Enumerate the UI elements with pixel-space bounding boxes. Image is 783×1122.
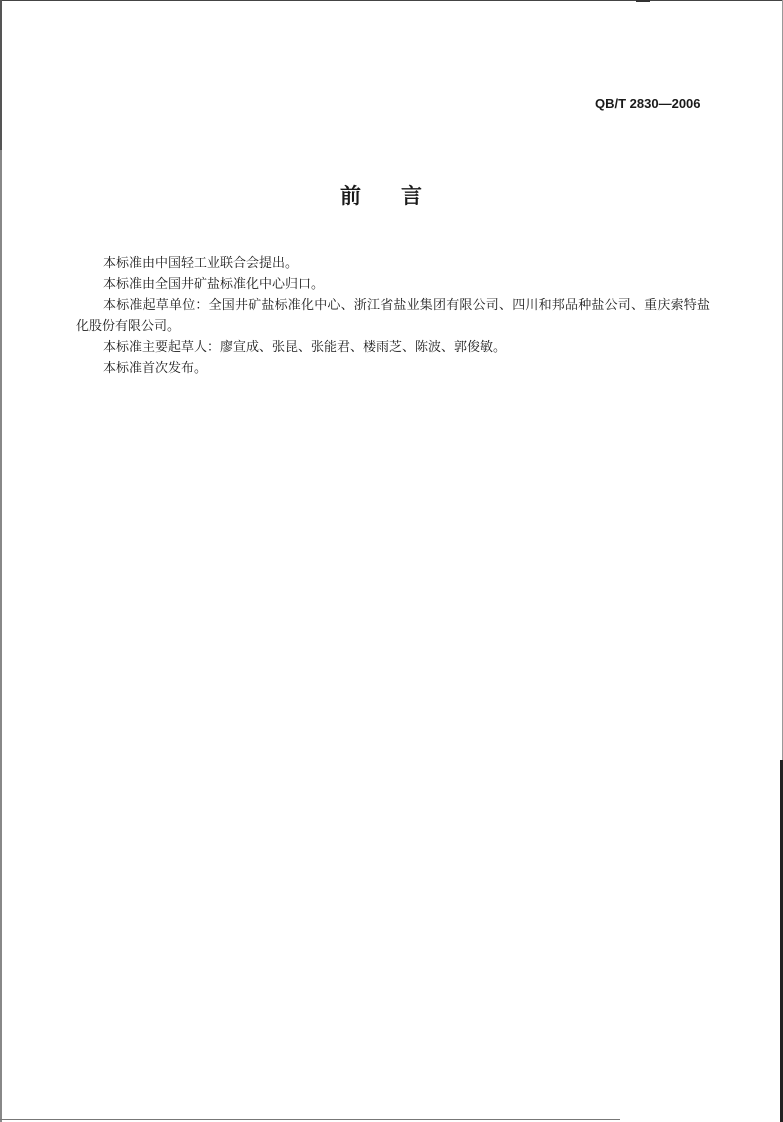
- standard-number: QB/T 2830—2006: [595, 96, 701, 111]
- foreword-body: [76, 253, 710, 379]
- paragraph-first-release: 本标准首次发布。: [103, 361, 208, 376]
- paragraph-proposer: 本标准由中国轻工业联合会提出。: [103, 256, 299, 271]
- scan-mark-top: [636, 0, 650, 2]
- paragraph-drafters: 本标准主要起草人：廖宣成、张昆、张能君、楼雨芝、陈波、郭俊敏。: [103, 340, 507, 355]
- scan-edge-left: [0, 0, 2, 1122]
- paragraph-drafting-units: 本标准起草单位：全国井矿盐标准化中心、浙江省盐业集团有限公司、四川和邦品种盐公司、重庆索特盐化股份有限公司。: [76, 298, 710, 334]
- scan-edge-top: [0, 0, 783, 1]
- page-title: 前言: [340, 184, 462, 208]
- scan-edge-bottom: [0, 1119, 620, 1120]
- paragraph-administrator: 本标准由全国井矿盐标准化中心归口。: [103, 277, 325, 292]
